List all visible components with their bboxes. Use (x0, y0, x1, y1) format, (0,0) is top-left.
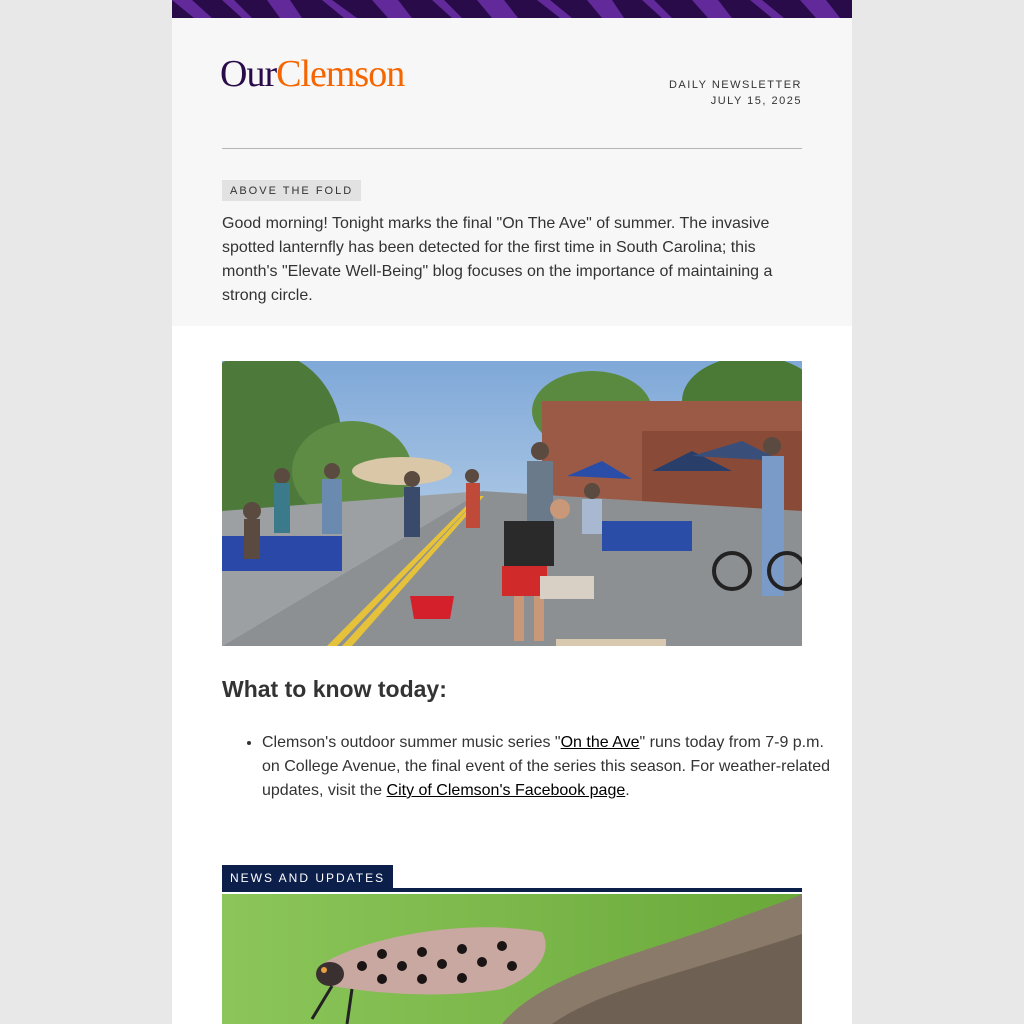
header-divider (222, 148, 802, 149)
what-to-know-list (222, 731, 832, 803)
above-the-fold-text: Good morning! Tonight marks the final "On The Ave" of summer. The invasive spotted lanternfly has been detected for the first time in South Carolina; this month's "Elevate Well-Being" blog focuses on the importance of maintaining a strong circle. (222, 215, 773, 304)
news-section-header (222, 865, 802, 892)
item-text-middle: " runs today from 7-9 p.m. on College Avenue, the final event of the series this season. For weather-related updates, visit the (262, 734, 831, 799)
item-text-end: . (625, 782, 630, 799)
logo-our: Our (220, 53, 277, 95)
lanternfly-photo (222, 894, 802, 1024)
on-the-ave-link[interactable]: On the Ave (560, 734, 640, 751)
above-the-fold-label: ABOVE THE FOLD (222, 180, 361, 201)
issue-date: JULY 15, 2025 (710, 95, 802, 107)
newsletter-type: DAILY NEWSLETTER (668, 79, 802, 91)
issue-info (669, 77, 802, 109)
news-and-updates-label: NEWS AND UPDATES (222, 865, 393, 892)
ourclemson-logo[interactable] (220, 52, 404, 96)
list-item (262, 731, 832, 803)
newsletter-email (172, 0, 852, 1024)
city-facebook-link[interactable]: City of Clemson's Facebook page (386, 782, 626, 799)
header-banner (172, 0, 852, 18)
logo-clemson: Clemson (276, 53, 405, 95)
on-the-ave-photo (222, 361, 802, 646)
what-to-know-heading: What to know today: (222, 676, 447, 702)
header-section (172, 18, 852, 326)
item-text-start: Clemson's outdoor summer music series " (262, 734, 561, 751)
